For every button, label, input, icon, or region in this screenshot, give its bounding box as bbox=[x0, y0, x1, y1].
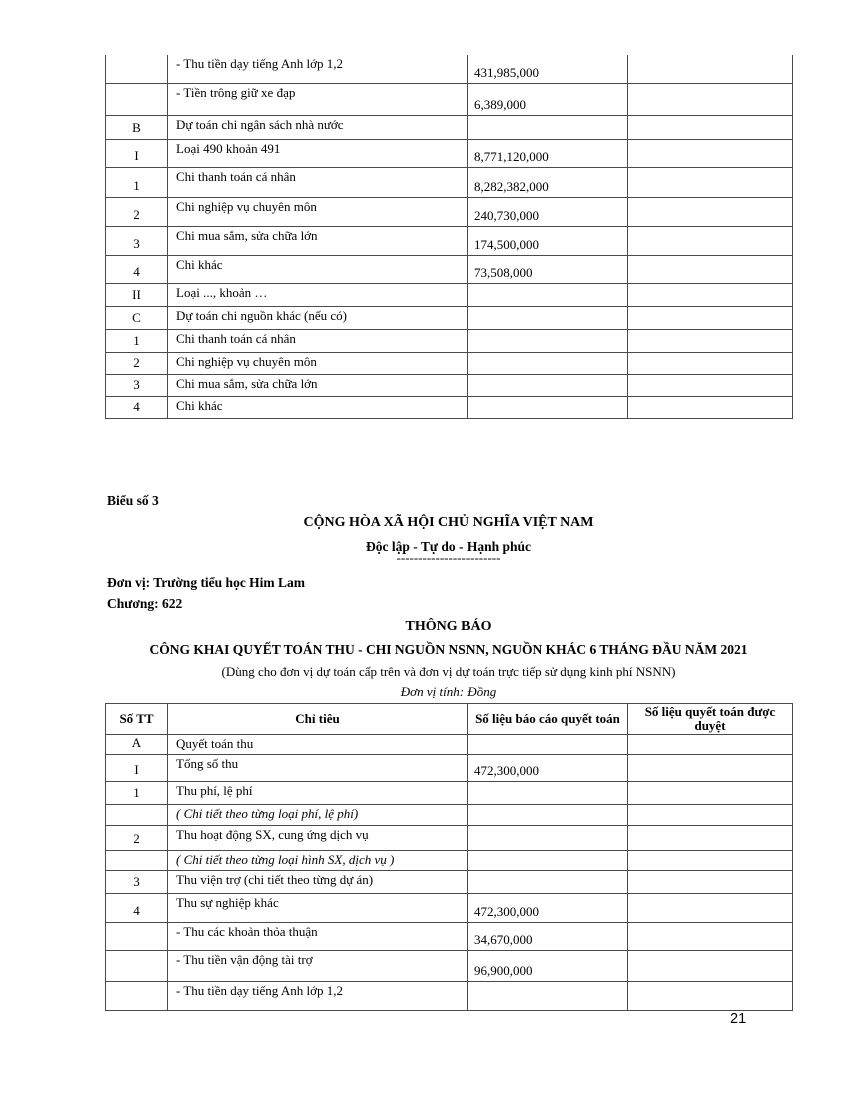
motto-divider: ------------------------ bbox=[396, 550, 501, 565]
table-row bbox=[106, 167, 793, 197]
approved-value-cell bbox=[628, 83, 793, 115]
stt-cell bbox=[106, 83, 168, 115]
table-row bbox=[106, 982, 793, 1011]
approved-value-cell bbox=[628, 871, 793, 894]
approved-value-cell bbox=[628, 115, 793, 139]
table-row bbox=[106, 197, 793, 226]
table-row bbox=[106, 782, 793, 805]
national-motto: Độc lập - Tự do - Hạnh phúc bbox=[365, 539, 532, 554]
table-row bbox=[106, 755, 793, 782]
table-row bbox=[106, 951, 793, 982]
approved-value-cell bbox=[628, 805, 793, 826]
table-row bbox=[106, 374, 793, 396]
approved-value-cell bbox=[628, 851, 793, 871]
reported-value-cell: 240,730,000 bbox=[468, 197, 628, 226]
reported-value-cell: 6,389,000 bbox=[468, 83, 628, 115]
stt-cell: 1 bbox=[106, 329, 168, 352]
stt-cell: 1 bbox=[106, 167, 168, 197]
label-cell: - Thu các khoản thỏa thuận bbox=[168, 923, 468, 951]
header-approved: Số liệu quyết toán được duyệt bbox=[628, 704, 793, 735]
approved-value-cell bbox=[628, 735, 793, 755]
reported-value-cell bbox=[468, 871, 628, 894]
reported-value-cell: 472,300,000 bbox=[468, 894, 628, 923]
table-row bbox=[106, 115, 793, 139]
approved-value-cell bbox=[628, 226, 793, 255]
reported-value-cell bbox=[468, 306, 628, 329]
table-row bbox=[106, 255, 793, 283]
label-cell: - Thu tiền dạy tiếng Anh lớp 1,2 bbox=[168, 982, 468, 1011]
approved-value-cell bbox=[628, 951, 793, 982]
header-criteria: Chỉ tiêu bbox=[168, 704, 468, 735]
table-row bbox=[106, 306, 793, 329]
table-row bbox=[106, 283, 793, 306]
approved-value-cell bbox=[628, 826, 793, 851]
table-header-row bbox=[106, 704, 793, 735]
label-cell: Chi thanh toán cá nhân bbox=[168, 167, 468, 197]
reported-value-cell bbox=[468, 805, 628, 826]
approved-value-cell bbox=[628, 55, 793, 83]
reported-value-cell bbox=[468, 115, 628, 139]
approved-value-cell bbox=[628, 982, 793, 1011]
reported-value-cell: 174,500,000 bbox=[468, 226, 628, 255]
label-cell: - Tiền trông giữ xe đạp bbox=[168, 83, 468, 115]
approved-value-cell bbox=[628, 352, 793, 374]
notice-title: THÔNG BÁO bbox=[405, 619, 492, 634]
label-cell: Thu phí, lệ phí bbox=[168, 782, 468, 805]
table-row bbox=[106, 352, 793, 374]
label-cell: Chi nghiệp vụ chuyên môn bbox=[168, 197, 468, 226]
budget-expense-table bbox=[105, 55, 793, 419]
approved-value-cell bbox=[628, 923, 793, 951]
label-cell: Chi khác bbox=[168, 255, 468, 283]
stt-cell: 4 bbox=[106, 894, 168, 923]
label-cell: Tổng số thu bbox=[168, 755, 468, 782]
stt-cell: 3 bbox=[106, 871, 168, 894]
reported-value-cell: 431,985,000 bbox=[468, 55, 628, 83]
label-cell: Chi thanh toán cá nhân bbox=[168, 329, 468, 352]
table-row bbox=[106, 735, 793, 755]
reported-value-cell bbox=[468, 329, 628, 352]
reported-value-cell bbox=[468, 396, 628, 418]
table-row bbox=[106, 871, 793, 894]
approved-value-cell bbox=[628, 283, 793, 306]
stt-cell: I bbox=[106, 139, 168, 167]
table-row bbox=[106, 894, 793, 923]
label-cell: ( Chi tiết theo từng loại hình SX, dịch vụ ) bbox=[168, 851, 468, 871]
reported-value-cell: 8,282,382,000 bbox=[468, 167, 628, 197]
chapter-label: Chương: 622 bbox=[107, 596, 183, 611]
unit-of-measure: Đơn vị tính: Đồng bbox=[400, 684, 497, 699]
table-row bbox=[106, 226, 793, 255]
stt-cell: B bbox=[106, 115, 168, 139]
stt-cell: 4 bbox=[106, 255, 168, 283]
label-cell: ( Chi tiết theo từng loại phí, lệ phí) bbox=[168, 805, 468, 826]
stt-cell: 1 bbox=[106, 782, 168, 805]
reported-value-cell bbox=[468, 782, 628, 805]
label-cell: Chi mua sắm, sửa chữa lớn bbox=[168, 374, 468, 396]
label-cell: Chi khác bbox=[168, 396, 468, 418]
reported-value-cell bbox=[468, 982, 628, 1011]
reported-value-cell: 8,771,120,000 bbox=[468, 139, 628, 167]
reported-value-cell bbox=[468, 352, 628, 374]
approved-value-cell bbox=[628, 167, 793, 197]
label-cell: Quyết toán thu bbox=[168, 735, 468, 755]
reported-value-cell bbox=[468, 851, 628, 871]
reported-value-cell bbox=[468, 374, 628, 396]
reported-value-cell: 73,508,000 bbox=[468, 255, 628, 283]
label-cell: Dự toán chi ngân sách nhà nước bbox=[168, 115, 468, 139]
reported-value-cell bbox=[468, 826, 628, 851]
revenue-settlement-table bbox=[105, 703, 793, 1011]
stt-cell: II bbox=[106, 283, 168, 306]
stt-cell: 3 bbox=[106, 374, 168, 396]
notice-note: (Dùng cho đơn vị dự toán cấp trên và đơn vị dự toán trực tiếp sử dụng kinh phí NSNN) bbox=[221, 664, 676, 679]
stt-cell bbox=[106, 923, 168, 951]
stt-cell: A bbox=[106, 735, 168, 755]
form-number-label: Biểu số 3 bbox=[107, 493, 159, 508]
reported-value-cell: 472,300,000 bbox=[468, 755, 628, 782]
stt-cell: I bbox=[106, 755, 168, 782]
stt-cell bbox=[106, 805, 168, 826]
label-cell: Thu viện trợ (chi tiết theo từng dự án) bbox=[168, 871, 468, 894]
table-row bbox=[106, 851, 793, 871]
stt-cell bbox=[106, 951, 168, 982]
label-cell: Dự toán chi nguồn khác (nếu có) bbox=[168, 306, 468, 329]
table-row bbox=[106, 826, 793, 851]
header-reported: Số liệu báo cáo quyết toán bbox=[468, 704, 628, 735]
label-cell: Thu hoạt động SX, cung ứng dịch vụ bbox=[168, 826, 468, 851]
reported-value-cell bbox=[468, 735, 628, 755]
notice-subtitle: CÔNG KHAI QUYẾT TOÁN THU - CHI NGUỒN NSNN, NGUỒN KHÁC 6 THÁNG ĐẦU NĂM 2021 bbox=[149, 642, 748, 657]
approved-value-cell bbox=[628, 374, 793, 396]
approved-value-cell bbox=[628, 197, 793, 226]
table-row bbox=[106, 396, 793, 418]
reported-value-cell bbox=[468, 283, 628, 306]
approved-value-cell bbox=[628, 755, 793, 782]
approved-value-cell bbox=[628, 306, 793, 329]
approved-value-cell bbox=[628, 329, 793, 352]
page-number: 21 bbox=[730, 1011, 747, 1027]
label-cell: Loại ..., khoản … bbox=[168, 283, 468, 306]
approved-value-cell bbox=[628, 894, 793, 923]
label-cell: Chi mua sắm, sửa chữa lớn bbox=[168, 226, 468, 255]
stt-cell bbox=[106, 55, 168, 83]
stt-cell: 3 bbox=[106, 226, 168, 255]
label-cell: Thu sự nghiệp khác bbox=[168, 894, 468, 923]
unit-name: Đơn vị: Trường tiểu học Him Lam bbox=[107, 575, 306, 590]
stt-cell: 4 bbox=[106, 396, 168, 418]
national-title: CỘNG HÒA XÃ HỘI CHỦ NGHĨA VIỆT NAM bbox=[303, 515, 594, 530]
approved-value-cell bbox=[628, 139, 793, 167]
label-cell: Loại 490 khoản 491 bbox=[168, 139, 468, 167]
reported-value-cell: 96,900,000 bbox=[468, 951, 628, 982]
table-row bbox=[106, 139, 793, 167]
table-row bbox=[106, 55, 793, 83]
stt-cell: 2 bbox=[106, 826, 168, 851]
approved-value-cell bbox=[628, 255, 793, 283]
table-row bbox=[106, 923, 793, 951]
header-stt: Số TT bbox=[106, 704, 168, 735]
table-row bbox=[106, 805, 793, 826]
label-cell: - Thu tiền dạy tiếng Anh lớp 1,2 bbox=[168, 55, 468, 83]
label-cell: Chi nghiệp vụ chuyên môn bbox=[168, 352, 468, 374]
approved-value-cell bbox=[628, 396, 793, 418]
stt-cell: 2 bbox=[106, 352, 168, 374]
table-row bbox=[106, 83, 793, 115]
stt-cell bbox=[106, 982, 168, 1011]
approved-value-cell bbox=[628, 782, 793, 805]
stt-cell: 2 bbox=[106, 197, 168, 226]
stt-cell: C bbox=[106, 306, 168, 329]
reported-value-cell: 34,670,000 bbox=[468, 923, 628, 951]
table-row bbox=[106, 329, 793, 352]
stt-cell bbox=[106, 851, 168, 871]
label-cell: - Thu tiền vận động tài trợ bbox=[168, 951, 468, 982]
